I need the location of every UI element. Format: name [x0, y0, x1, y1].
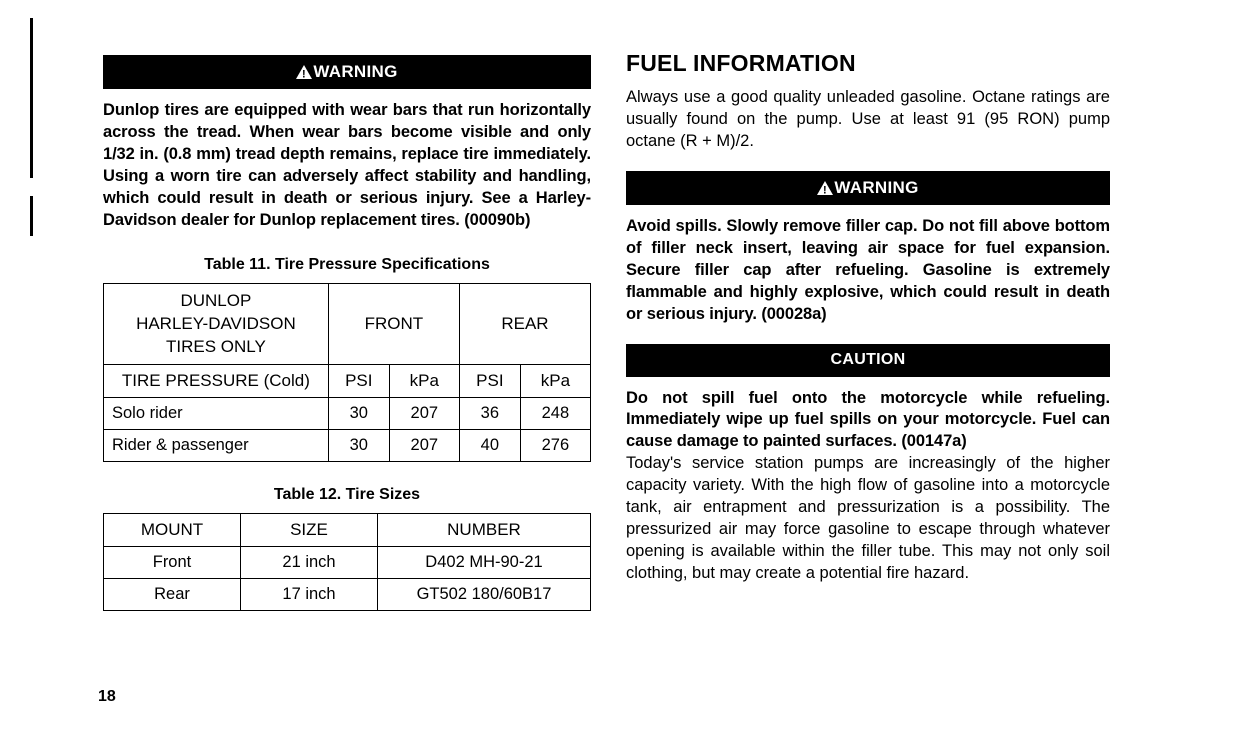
- caution-text: Do not spill fuel onto the motorcycle while refueling. Immediately wipe up fuel spills on your motorcycle. Fuel can cause damage to painted surfaces. (00147a): [626, 388, 1110, 451]
- table-11-header-front: FRONT: [328, 283, 459, 365]
- table-11-row-0-rear-psi: 36: [459, 398, 520, 430]
- table-11-sub-rear-psi: PSI: [459, 365, 520, 398]
- right-column: [626, 50, 1110, 591]
- table-11-sub-rear-kpa: kPa: [520, 365, 590, 398]
- table-11-tire-pressure: [103, 283, 591, 463]
- table-row: [104, 430, 591, 462]
- table-row: [104, 514, 591, 547]
- table-12-header-size: SIZE: [241, 514, 378, 547]
- table-12-row-0-number: D402 MH-90-21: [378, 547, 591, 579]
- table-11-row-0-rear-kpa: 248: [520, 398, 590, 430]
- table-12-row-0-mount: Front: [104, 547, 241, 579]
- warning-text-tires: Dunlop tires are equipped with wear bars that run horizontally across the tread. When wear bars become visible and only 1/32 in. (0.8 mm) tread depth remains, replace tire immediately. Using a worn tire can adversely affect stability and handling, which could result in death or serious injury. See a Harley-Davidson dealer for Dunlop replacement tires. (00090b): [103, 101, 591, 229]
- warning-banner-tires: [103, 55, 591, 89]
- table-11-sub-label: TIRE PRESSURE (Cold): [104, 365, 329, 398]
- page-title: FUEL INFORMATION: [626, 50, 856, 76]
- binding-mark-upper: [30, 18, 33, 178]
- warning-triangle-icon: [817, 181, 833, 195]
- warning-text-fuel: Avoid spills. Slowly remove filler cap. Do not fill above bottom of filler neck insert, leaving air space for fuel expansion. Secure filler cap after refueling. Gasoline is extremely flammable and highly explosive, which could result in death or serious injury. (00028a): [626, 216, 1110, 323]
- warning-banner-label: WARNING: [834, 177, 919, 197]
- binding-mark-lower: [30, 196, 33, 236]
- table-11-row-1-front-psi: 30: [328, 430, 389, 462]
- table-row: [104, 398, 591, 430]
- table-12-row-0-size: 21 inch: [241, 547, 378, 579]
- warning-banner-label: WARNING: [313, 62, 398, 81]
- warning-banner-fuel: [626, 171, 1110, 205]
- caution-banner: [626, 344, 1110, 377]
- table-11-row-1-rear-kpa: 276: [520, 430, 590, 462]
- table-12-caption: Table 12. Tire Sizes: [273, 486, 421, 504]
- table-11-row-1-rear-psi: 40: [459, 430, 520, 462]
- table-11-header-main: [104, 283, 329, 365]
- table-12-header-number: NUMBER: [378, 514, 591, 547]
- table-12-header-mount: MOUNT: [104, 514, 241, 547]
- table-12-row-1-number: GT502 180/60B17: [378, 579, 591, 611]
- table-12-row-1-size: 17 inch: [241, 579, 378, 611]
- fuel-closing-paragraph: Today's service station pumps are increasingly of the higher capacity variety. With the high flow of gasoline into a motorcycle tank, air entrapment and pressurization is a possibility. The pressurized air may force gasoline to escape through whatever opening is available within the filler tube. This may not only soil clothing, but may create a potential fire hazard.: [626, 454, 1110, 582]
- table-11-row-0-label: Solo rider: [104, 398, 329, 430]
- table-11-row-1-label: Rider & passenger: [104, 430, 329, 462]
- table-row: [104, 283, 591, 365]
- table-row: [104, 579, 591, 611]
- table-11-sub-front-kpa: kPa: [389, 365, 459, 398]
- table-11-row-0-front-kpa: 207: [389, 398, 459, 430]
- table-11-row-1-front-kpa: 207: [389, 430, 459, 462]
- caution-banner-label: CAUTION: [830, 350, 906, 368]
- table-11-row-0-front-psi: 30: [328, 398, 389, 430]
- warning-triangle-icon: [296, 65, 312, 79]
- left-column: [103, 55, 591, 611]
- table-row: [104, 365, 591, 398]
- svg-text:!: !: [823, 184, 828, 195]
- table-11-header-main-line2: HARLEY-DAVIDSON: [136, 313, 296, 333]
- svg-text:!: !: [302, 68, 307, 79]
- table-row: [104, 547, 591, 579]
- table-11-header-main-line3: TIRES ONLY: [165, 336, 266, 356]
- fuel-intro-paragraph: Always use a good quality unleaded gasoline. Octane ratings are usually found on the pump. Use at least 91 (95 RON) pump octane (R + M)/2.: [626, 88, 1110, 150]
- table-12-tire-sizes: [103, 513, 591, 611]
- table-11-header-rear: REAR: [459, 283, 590, 365]
- table-12-row-1-mount: Rear: [104, 579, 241, 611]
- table-11-header-main-line1: DUNLOP: [180, 290, 252, 310]
- table-11-sub-front-psi: PSI: [328, 365, 389, 398]
- table-11-caption: Table 11. Tire Pressure Specifications: [204, 255, 490, 273]
- page-number: 18: [98, 688, 116, 705]
